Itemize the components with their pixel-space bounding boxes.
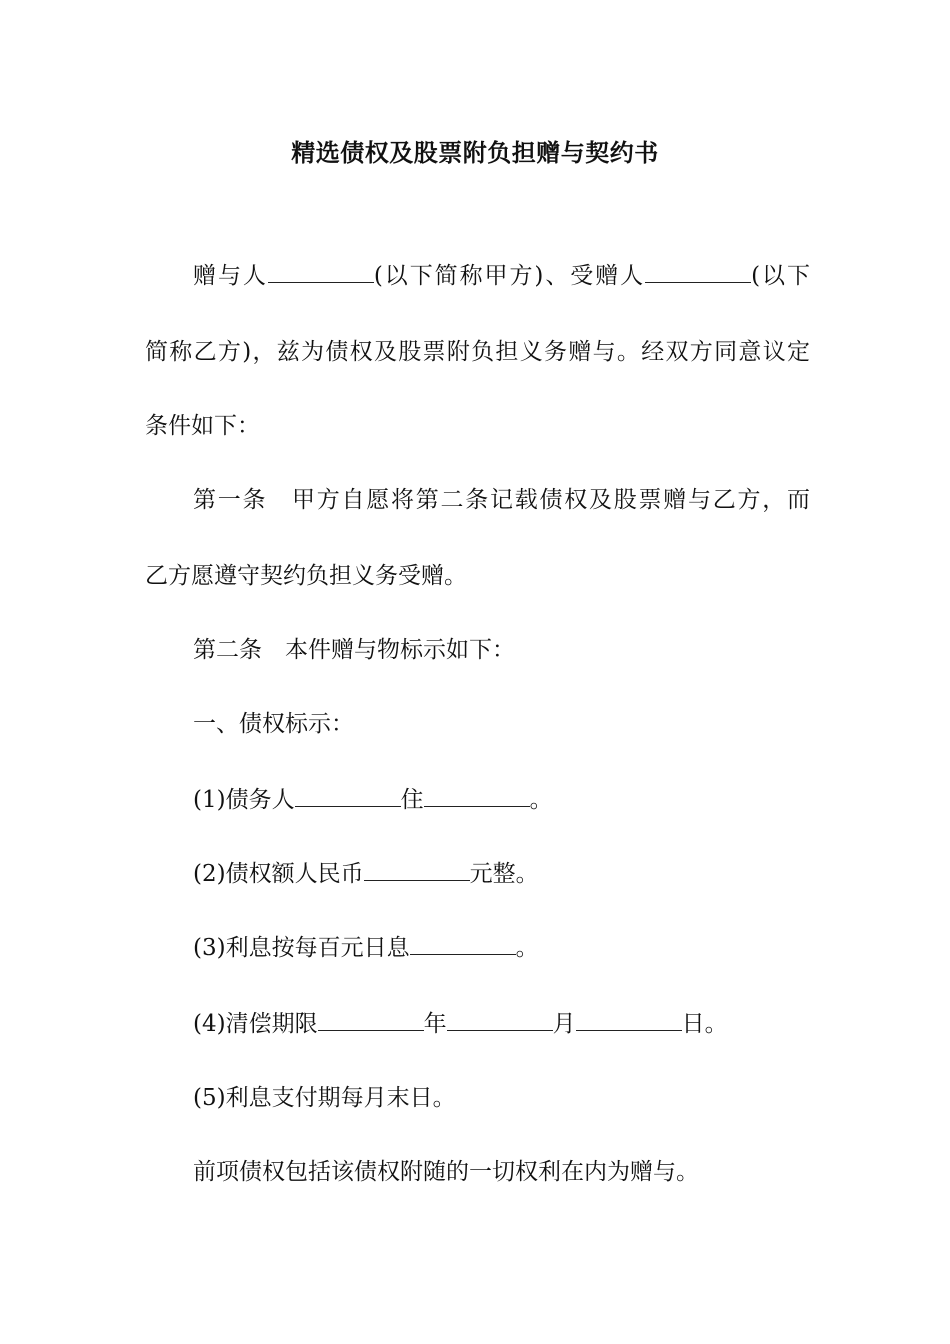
item-3-end: 。 (515, 935, 539, 961)
month-label: 月 (552, 1011, 576, 1037)
item-2 (193, 858, 810, 890)
closing-paragraph: 前项债权包括该债权附随的一切权利在内为赠与。 (193, 1159, 699, 1185)
donor-label: 赠与人 (193, 263, 268, 289)
year-label: 年 (423, 1011, 447, 1037)
address-label: 住 (400, 787, 424, 813)
intro-line-2: 简称乙方)，兹为债权及股票附负担义务赠与。经双方同意议定 (145, 339, 810, 365)
intro-line-1 (193, 260, 810, 292)
item-1 (193, 784, 810, 816)
year-blank (318, 1008, 424, 1031)
claim-amount-label: (2)债权额人民币 (193, 861, 364, 887)
intro-text-end: (以下 (751, 263, 811, 289)
item-1-end: 。 (529, 787, 553, 813)
item-3 (193, 932, 810, 964)
debtor-blank (295, 784, 401, 807)
interest-label: (3)利息按每百元日息 (193, 935, 410, 961)
item-4 (193, 1008, 810, 1040)
item-5: (5)利息支付期每月末日。 (193, 1085, 456, 1111)
repayment-label: (4)清偿期限 (193, 1011, 318, 1037)
donor-blank (268, 260, 374, 283)
claim-amount-blank (364, 858, 470, 881)
address-blank (424, 784, 530, 807)
item-2-end: 元整。 (469, 861, 539, 887)
debtor-label: (1)债务人 (193, 787, 295, 813)
day-label: 日。 (681, 1011, 728, 1037)
donee-blank (645, 260, 751, 283)
month-blank (447, 1008, 553, 1031)
article-1-line-1: 第一条 甲方自愿将第二条记载债权及股票赠与乙方，而 (193, 487, 810, 513)
day-blank (576, 1008, 682, 1031)
section-1-heading: 一、债权标示： (193, 711, 354, 737)
article-1-line-2: 乙方愿遵守契约负担义务受赠。 (145, 563, 467, 589)
intro-text-middle: (以下简称甲方)、受赠人 (373, 263, 646, 289)
intro-line-3: 条件如下： (145, 413, 260, 439)
interest-blank (410, 932, 516, 955)
article-2: 第二条 本件赠与物标示如下： (193, 637, 515, 663)
document-title: 精选债权及股票附负担赠与契约书 (291, 139, 659, 167)
